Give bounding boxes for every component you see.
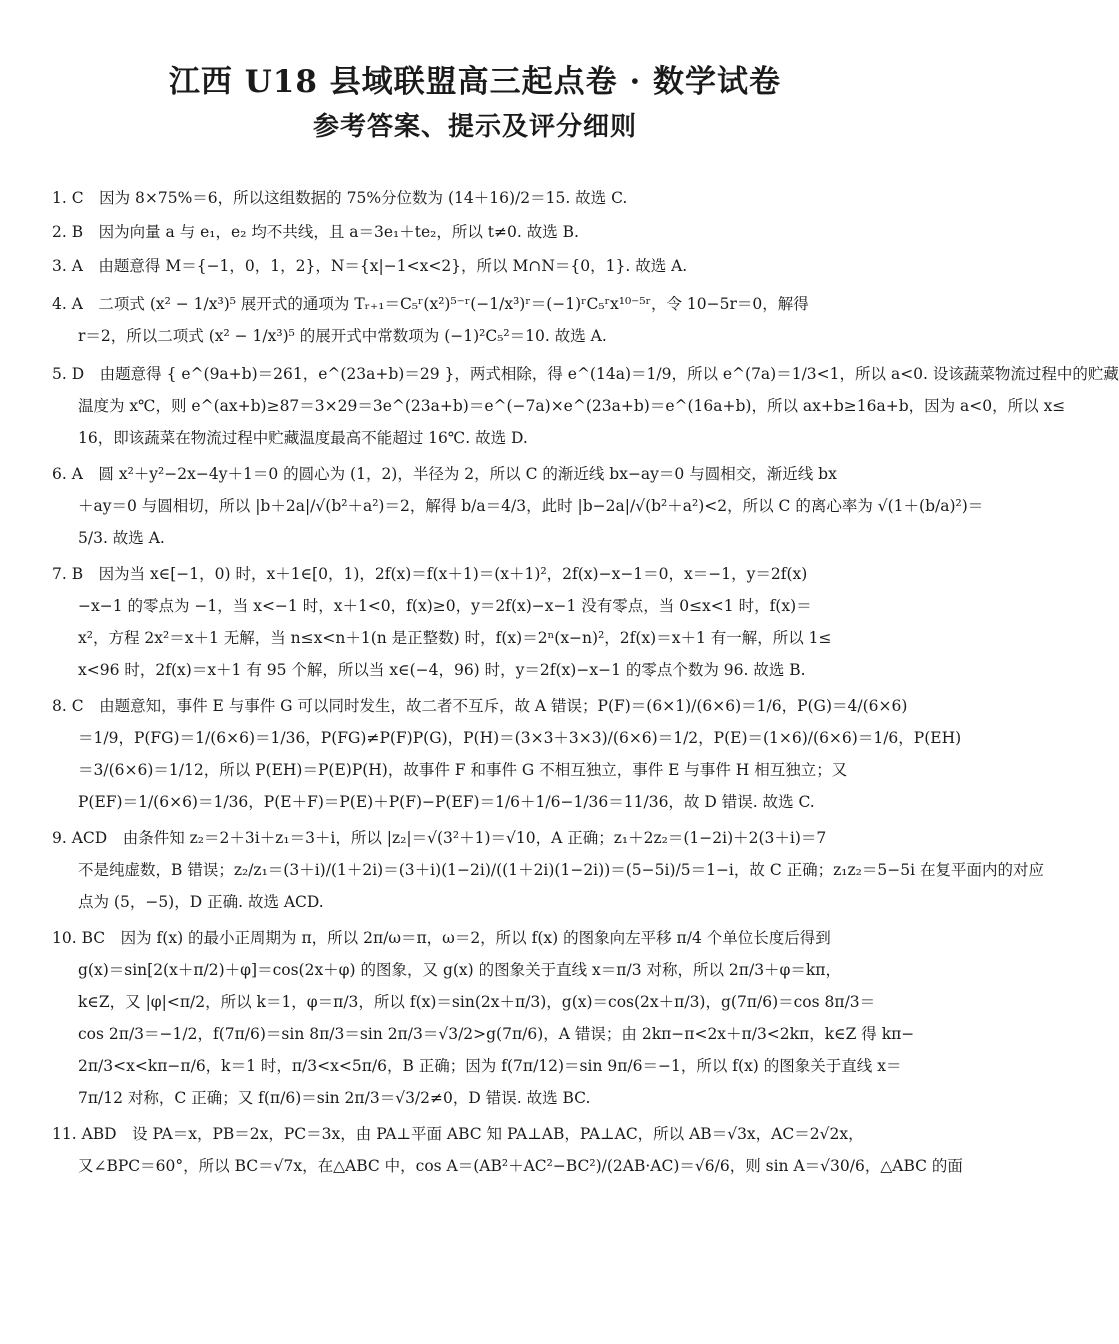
answer-line: 2π/3<x<kπ−π/6，k＝1 时，π/3<x<5π/6，B 正确；因为 f(7π/12)＝sin 9π/6＝−1，所以 f(x) 的图象关于直线 x＝ xyxy=(78,1057,902,1075)
answer-item-q3 xyxy=(52,250,902,282)
answer-line: g(x)＝sin[2(x＋π/2)＋φ]＝cos(2x＋φ) 的图象，又 g(x) 的图象关于直线 x＝π/3 对称，所以 2π/3＋φ＝kπ， xyxy=(78,961,841,979)
answers-body xyxy=(52,182,1119,1182)
document-title: 江西 U18 县域联盟高三起点卷 · 数学试卷 xyxy=(168,64,782,100)
answer-line: 5/3. 故选 A. xyxy=(78,529,165,547)
answer-line: −x−1 的零点为 −1，当 x<−1 时，x＋1<0，f(x)≥0，y＝2f(x)−x−1 没有零点，当 0≤x<1 时，f(x)＝ xyxy=(78,597,812,615)
answer-line: 6. A 圆 x²＋y²−2x−4y＋1＝0 的圆心为 (1，2)，半径为 2，所以 C 的渐近线 bx−ay＝0 与圆相交，渐近线 bx xyxy=(52,465,837,483)
answer-item-q8 xyxy=(52,690,962,818)
answer-item-q7 xyxy=(52,558,902,686)
answer-line: 3. A 由题意得 M＝{−1，0，1，2}，N＝{x|−1<x<2}，所以 M∩N＝{0，1}. 故选 A. xyxy=(52,257,688,275)
answer-line: x<96 时，2f(x)＝x＋1 有 95 个解，所以当 x∈(−4，96) 时，y＝2f(x)−x−1 的零点个数为 96. 故选 B. xyxy=(78,661,806,679)
answer-line: k∈Z，又 |φ|<π/2，所以 k＝1，φ＝π/3，所以 f(x)＝sin(2x＋π/3)，g(x)＝cos(2x＋π/3)，g(7π/6)＝cos 8π/3＝ xyxy=(78,993,876,1011)
answer-item-q6 xyxy=(52,458,984,554)
answer-item-q4 xyxy=(52,288,902,352)
document-subtitle: 参考答案、提示及评分细则 xyxy=(312,112,637,142)
answer-line: 点为 (5，−5)，D 正确. 故选 ACD. xyxy=(78,893,324,911)
answer-line: 11. ABD 设 PA＝x，PB＝2x，PC＝3x，由 PA⊥平面 ABC 知 PA⊥AB，PA⊥AC，所以 AB＝√3x，AC＝2√2x， xyxy=(52,1125,864,1143)
answer-line: P(EF)＝1/(6×6)＝1/36，P(E＋F)＝P(E)＋P(F)−P(EF)＝1/6＋1/6−1/36＝11/36，故 D 错误. 故选 C. xyxy=(78,793,815,811)
answer-line: r＝2，所以二项式 (x² − 1/x³)⁵ 的展开式中常数项为 (−1)²C₅²＝10. 故选 A. xyxy=(78,327,607,345)
answer-line: 8. C 由题意知，事件 E 与事件 G 可以同时发生，故二者不互斥，故 A 错误；P(F)＝(6×1)/(6×6)＝1/6，P(G)＝4/(6×6) xyxy=(52,697,908,715)
answer-line: 5. D 由题意得 { e^(9a+b)＝261，e^(23a+b)＝29 }，两式相除，得 e^(14a)＝1/9，所以 e^(7a)＝1/3<1，所以 a<0. 设该蔬菜物流过程中的贮藏 xyxy=(52,365,1119,383)
answer-line: 7π/12 对称，C 正确；又 f(π/6)＝sin 2π/3＝√3/2≠0，D 错误. 故选 BC. xyxy=(78,1089,591,1107)
answer-item-q10 xyxy=(52,922,915,1114)
answer-line: ＋ay＝0 与圆相切，所以 |b＋2a|/√(b²＋a²)＝2，解得 b/a＝4/3，此时 |b−2a|/√(b²＋a²)<2，所以 C 的离心率为 √(1＋(b/a)²)＝ xyxy=(78,497,984,515)
answer-line: 1. C 因为 8×75%＝6，所以这组数据的 75%分位数为 (14＋16)/2＝15. 故选 C. xyxy=(52,189,628,207)
answer-line: 4. A 二项式 (x² − 1/x³)⁵ 展开式的通项为 Tᵣ₊₁＝C₅ʳ(x²)⁵⁻ʳ(−1/x³)ʳ＝(−1)ʳC₅ʳx¹⁰⁻⁵ʳ，令 10−5r＝0，解得 xyxy=(52,295,809,313)
answer-item-q9 xyxy=(52,822,1044,918)
answer-item-q5 xyxy=(52,358,1119,454)
answer-line: 10. BC 因为 f(x) 的最小正周期为 π，所以 2π/ω＝π，ω＝2，所以 f(x) 的图象向左平移 π/4 个单位长度后得到 xyxy=(52,929,831,947)
answer-line: 16，即该蔬菜在物流过程中贮藏温度最高不能超过 16℃. 故选 D. xyxy=(78,429,528,447)
answer-line: cos 2π/3＝−1/2，f(7π/6)＝sin 8π/3＝sin 2π/3＝√3/2>g(7π/6)，A 错误；由 2kπ−π<2x＋π/3<2kπ，k∈Z 得 kπ− xyxy=(78,1025,915,1043)
answer-line: x²，方程 2x²＝x＋1 无解，当 n≤x<n＋1(n 是正整数) 时，f(x)＝2ⁿ(x−n)²，2f(x)＝x＋1 有一解，所以 1≤ xyxy=(78,629,832,647)
answer-line: 7. B 因为当 x∈[−1，0) 时，x＋1∈[0，1)，2f(x)＝f(x＋1)＝(x＋1)²，2f(x)−x−1＝0，x＝−1，y＝2f(x) xyxy=(52,565,808,583)
answer-line: 2. B 因为向量 a 与 e₁，e₂ 均不共线，且 a＝3e₁＋te₂，所以 t≠0. 故选 B. xyxy=(52,223,579,241)
answer-line: ＝3/(6×6)＝1/12，所以 P(EH)＝P(E)P(H)，故事件 F 和事件 G 不相互独立，事件 E 与事件 H 相互独立；又 xyxy=(78,761,848,779)
answer-item-q2 xyxy=(52,216,902,248)
answer-line: 温度为 x℃，则 e^(ax+b)≥87＝3×29＝3e^(23a+b)＝e^(−7a)×e^(23a+b)＝e^(16a+b)，所以 ax+b≥16a+b，因为 a<0，所以 x≤ xyxy=(78,397,1066,415)
answer-item-q11 xyxy=(52,1118,963,1182)
answer-line: ＝1/9，P(FG)＝1/(6×6)＝1/36，P(FG)≠P(F)P(G)，P(H)＝(3×3＋3×3)/(6×6)＝1/2，P(E)＝(1×6)/(6×6)＝1/6，P(EH) xyxy=(78,729,962,747)
answer-line: 不是纯虚数，B 错误；z₂/z₁＝(3＋i)/(1＋2i)＝(3＋i)(1−2i)/((1＋2i)(1−2i))＝(5−5i)/5＝1−i，故 C 正确；z₁z₂＝5−5i 在复平面内的对应 xyxy=(78,861,1044,879)
answer-line: 又∠BPC＝60°，所以 BC＝√7x，在△ABC 中，cos A＝(AB²＋AC²−BC²)/(2AB·AC)＝√6/6，则 sin A＝√30/6，△ABC 的面 xyxy=(78,1157,963,1175)
answer-line: 9. ACD 由条件知 z₂＝2＋3i＋z₁＝3＋i，所以 |z₂|＝√(3²＋1)＝√10，A 正确；z₁＋2z₂＝(1−2i)＋2(3＋i)＝7 xyxy=(52,829,827,847)
answer-item-q1 xyxy=(52,182,902,214)
